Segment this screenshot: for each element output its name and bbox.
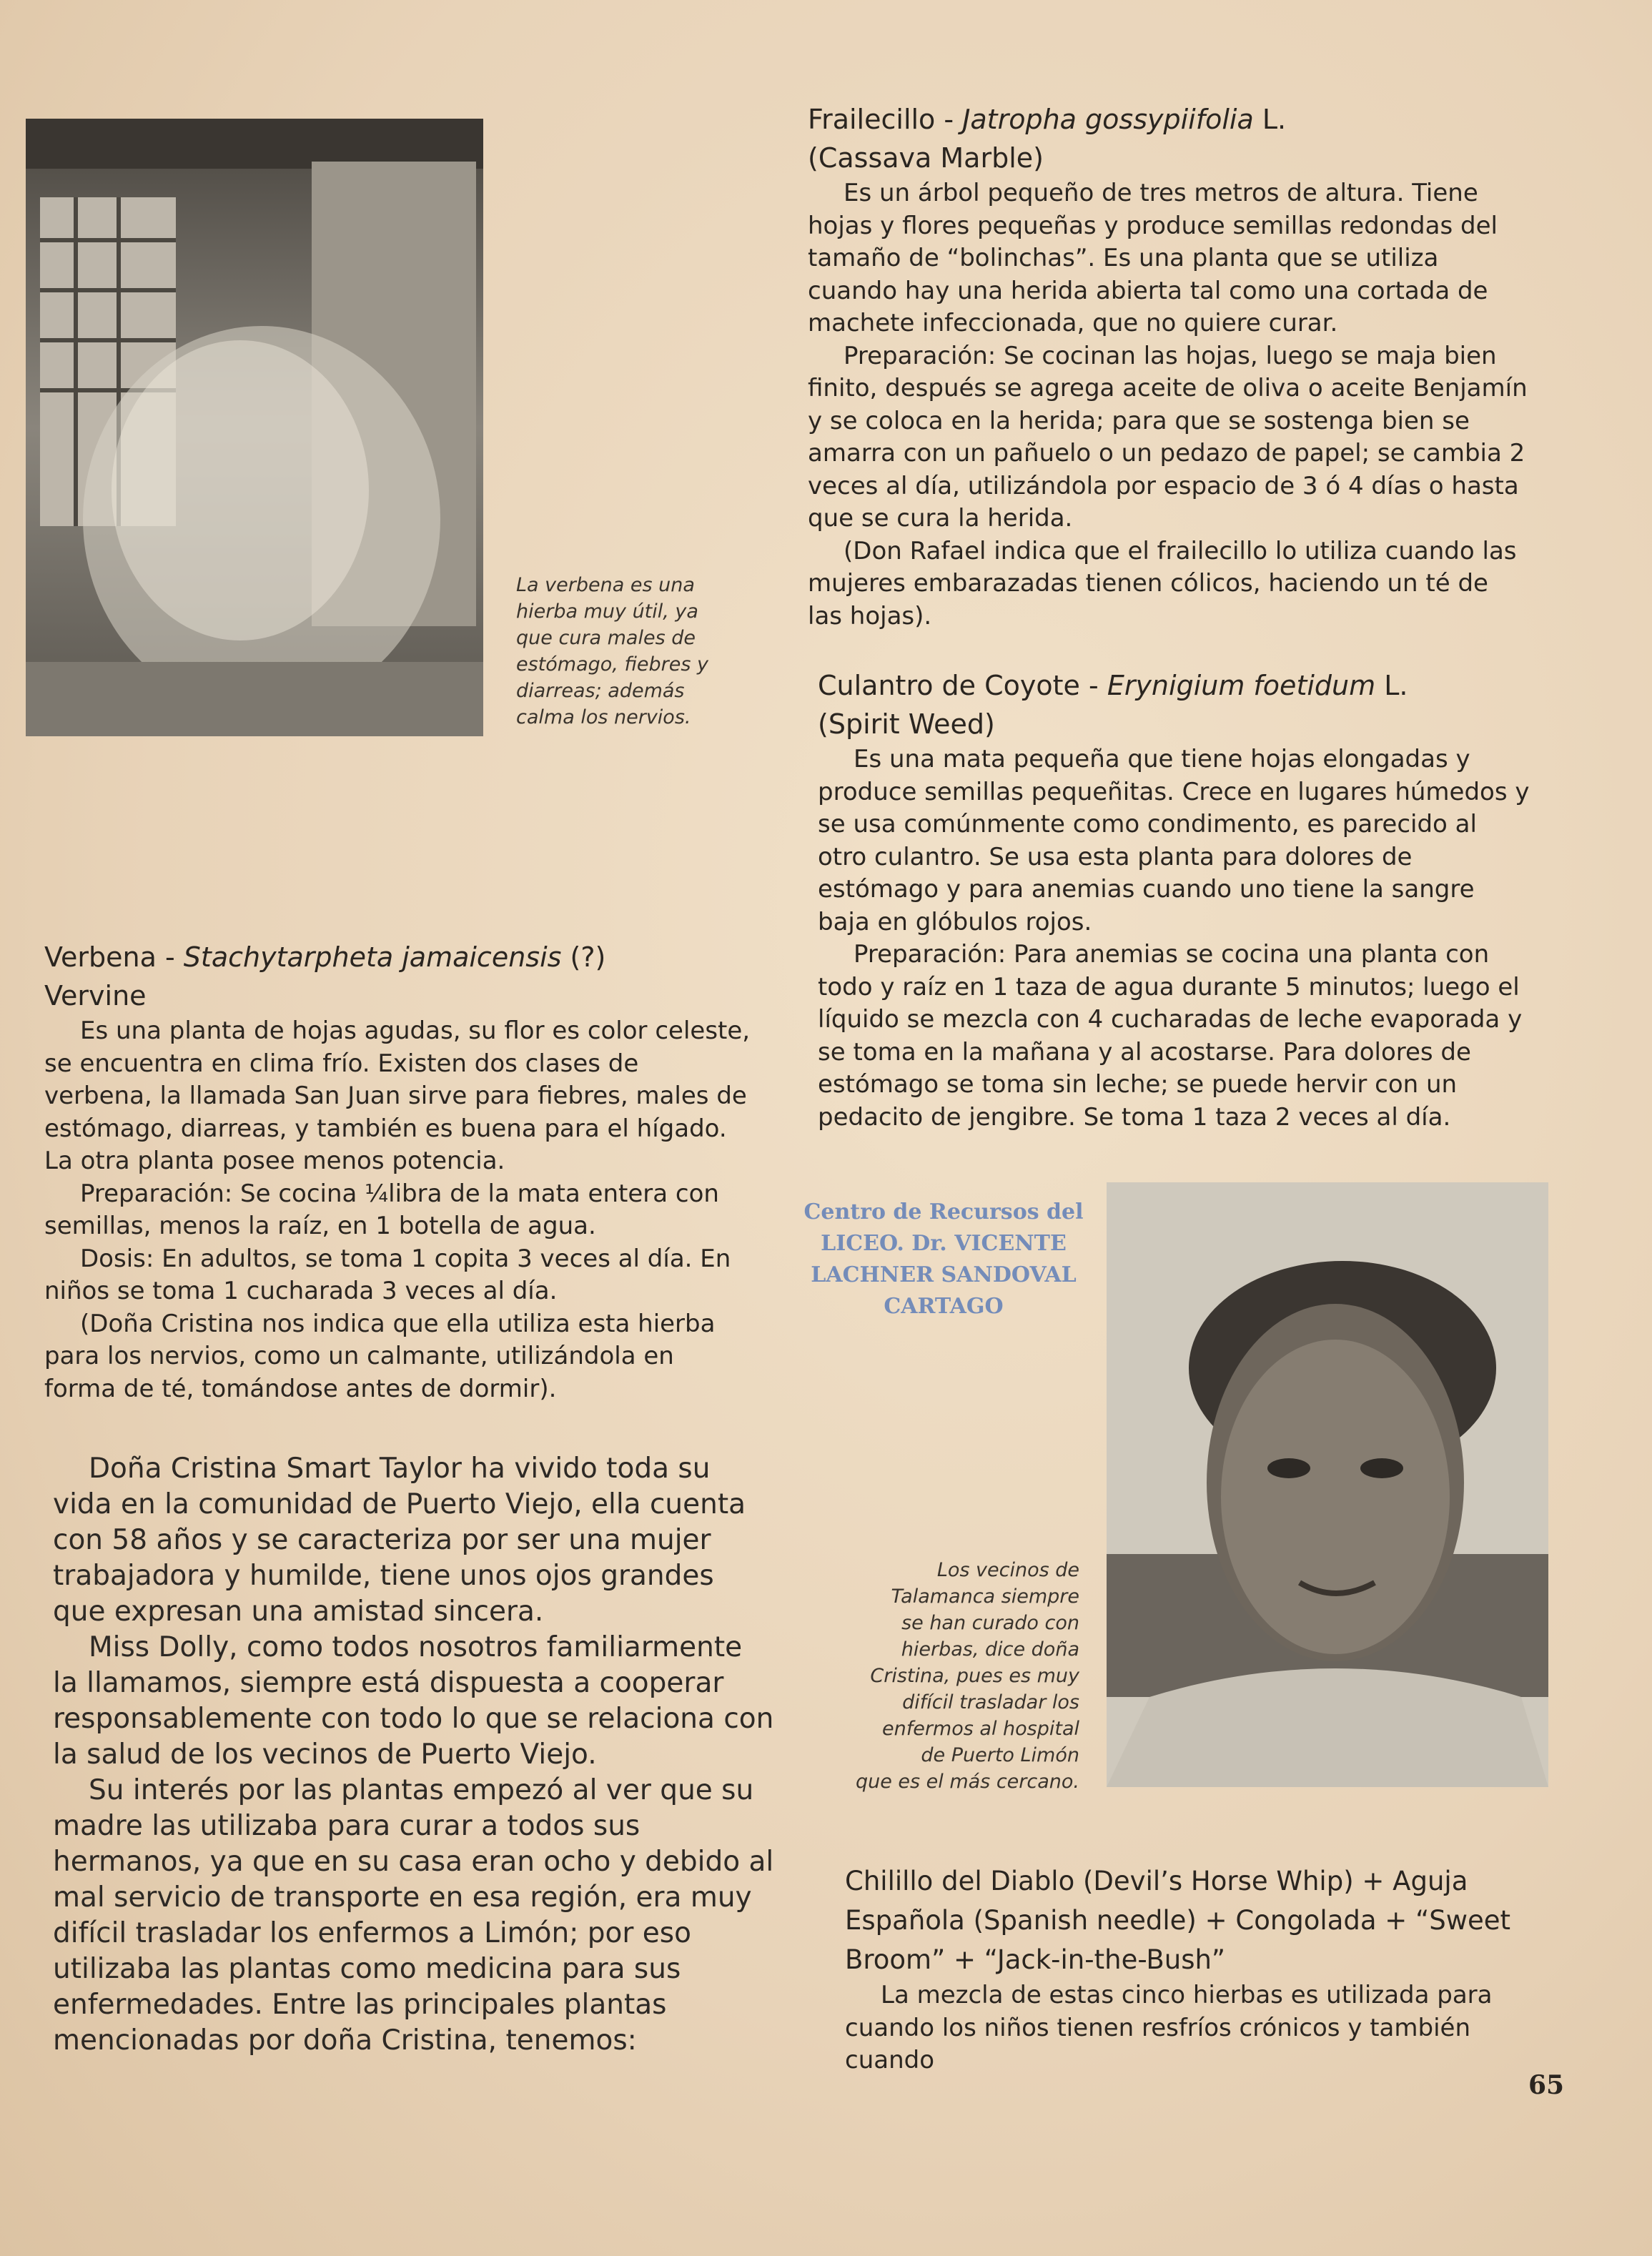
verbena-heading: [44, 938, 752, 976]
chilillo-description: La mezcla de estas cinco hierbas es utilizada para cuando los niños tienen resfríos crónicos y también cuando: [845, 1981, 1493, 2074]
verbena-common-name: Verbena -: [44, 941, 184, 973]
story-paragraph: Miss Dolly, como todos nosotros familiarmente la llamamos, siempre está dispuesta a cooperar responsablemente con todo lo que se relaciona con la salud de los vecinos de Puerto Viejo.: [53, 1631, 774, 1771]
verbena-preparation: Preparación: Se cocina ¼libra de la mata entera con semillas, menos la raíz, en 1 botella de agua.: [44, 1179, 719, 1240]
caption-line: estómago, fiebres y: [516, 653, 708, 676]
culantro-latin-name: Erynigium foetidum: [1107, 670, 1376, 701]
stamp-line: LACHNER SANDOVAL: [811, 1262, 1077, 1287]
cristina-story: [53, 1451, 775, 2059]
frailecillo-preparation: Preparación: Se cocinan las hojas, luego se maja bien finito, después se agrega aceite de oliva o aceite Benjamín y se coloca en la herida; para que se sostenga bien se amarra con un pañuelo o un pedazo de papel; se cambia 2 veces al día, utilizándola por espacio de 3 ó 4 días o hasta que se cura la herida.: [808, 341, 1528, 533]
chilillo-section: [845, 1861, 1553, 2077]
culantro-title-suffix: L.: [1375, 670, 1408, 701]
caption-line: Cristina, pues es muy: [870, 1665, 1079, 1687]
verbena-photo-image: [26, 119, 483, 736]
verbena-dosage: Dosis: En adultos, se toma 1 copita 3 veces al día. En niños se toma 1 cucharada 3 veces al día.: [44, 1244, 731, 1305]
culantro-english-name: (Spirit Weed): [818, 708, 995, 740]
frailecillo-common-name: Frailecillo -: [808, 104, 963, 135]
caption-line: Los vecinos de: [936, 1559, 1079, 1581]
caption-line: enfermos al hospital: [881, 1718, 1079, 1740]
verbena-photo-caption: [516, 572, 745, 731]
verbena-description: Es una planta de hojas agudas, su flor es color celeste, se encuentra en clima frío. Existen dos clases de verbena, la llamada San Juan sirve para fiebres, males de estómago, diarreas, y también es buena para el hígado. La otra planta posee menos potencia.: [44, 1016, 751, 1175]
cristina-portrait-image: [1107, 1182, 1548, 1787]
culantro-description: Es una mata pequeña que tiene hojas elongadas y produce semillas pequeñitas. Crece en lugares húmedos y se usa comúnmente como condimento, es parecido al otro culantro. Se usa esta planta para dolores de estómago y para anemias cuando uno tiene la sangre baja en glóbulos rojos.: [818, 745, 1530, 936]
stamp-line: CARTAGO: [884, 1294, 1004, 1319]
caption-line: calma los nervios.: [516, 706, 691, 728]
story-paragraph: Doña Cristina Smart Taylor ha vivido toda su vida en la comunidad de Puerto Viejo, ella cuenta con 58 años y se caracteriza por ser una mujer trabajadora y humilde, tiene unos ojos grandes que expresan una amistad sincera.: [53, 1453, 746, 1628]
verbena-note: (Doña Cristina nos indica que ella utiliza esta hierba para los nervios, como un calmante, utilizándola en forma de té, tomándose antes de dormir).: [44, 1309, 716, 1403]
verbena-photo: [26, 119, 483, 736]
frailecillo-note: (Don Rafael indica que el frailecillo lo utiliza cuando las mujeres embarazadas tienen cólicos, haciendo un té de las hojas).: [808, 536, 1517, 630]
verbena-section: [44, 938, 752, 1405]
frailecillo-english-name: (Cassava Marble): [808, 142, 1044, 174]
caption-line: de Puerto Limón: [921, 1744, 1079, 1766]
caption-line: difícil trasladar los: [902, 1691, 1079, 1713]
frailecillo-latin-name: Jatropha gossypiifolia: [962, 104, 1254, 135]
chilillo-heading: Chilillo del Diablo (Devil’s Horse Whip) + Aguja Española (Spanish needle) + Congolada + “Sweet Broom” + “Jack-in-the-Bush”: [845, 1866, 1511, 1975]
caption-line: Talamanca siempre: [891, 1585, 1079, 1608]
stamp-line: LICEO. Dr. VICENTE: [821, 1231, 1067, 1256]
caption-line: que es el más cercano.: [855, 1771, 1079, 1793]
story-paragraph: Su interés por las plantas empezó al ver que su madre las utilizaba para curar a todos sus hermanos, ya que en su casa eran ocho y debido al mal servicio de transporte en esa región, era muy difícil trasladar los enfermos a Limón; por eso utilizaba las plantas como medicina para sus enfermedades. Entre las principales plantas mencionadas por doña Cristina, tenemos:: [53, 1774, 774, 2057]
cristina-photo: [1107, 1182, 1548, 1787]
page-number: 65: [1528, 2070, 1565, 2100]
verbena-latin-name: Stachytarpheta jamaicensis: [183, 941, 562, 973]
verbena-title-suffix: (?): [561, 941, 606, 973]
culantro-common-name: Culantro de Coyote -: [818, 670, 1107, 701]
culantro-section: [818, 666, 1533, 1134]
caption-line: diarreas; además: [516, 680, 685, 702]
culantro-preparation: Preparación: Para anemias se cocina una planta con todo y raíz en 1 taza de agua durante 5 minutos; luego el líquido se mezcla con 4 cucharadas de leche evaporada y se toma en la mañana y al acostarse. Para dolores de estómago se toma sin leche; se puede hervir con un pedacito de jengibre. Se toma 1 taza 2 veces al día.: [818, 940, 1523, 1132]
library-stamp: [793, 1197, 1094, 1322]
caption-line: La verbena es una: [516, 574, 695, 596]
frailecillo-description: Es un árbol pequeño de tres metros de altura. Tiene hojas y flores pequeñas y produce semillas redondas del tamaño de “bolinchas”. Es una planta que se utiliza cuando hay una herida abierta tal como una cortada de machete infeccionada, que no quiere curar.: [808, 179, 1498, 337]
frailecillo-heading: [808, 100, 1530, 139]
caption-line: hierbas, dice doña: [901, 1638, 1079, 1661]
caption-line: que cura males de: [516, 627, 696, 649]
caption-line: hierba muy útil, ya: [516, 600, 698, 623]
frailecillo-title-suffix: L.: [1253, 104, 1287, 135]
caption-line: se han curado con: [901, 1612, 1079, 1634]
frailecillo-section: [808, 100, 1530, 633]
cristina-photo-caption: [808, 1557, 1079, 1795]
culantro-heading: [818, 666, 1533, 705]
verbena-english-name: Vervine: [44, 980, 147, 1011]
stamp-line: Centro de Recursos del: [803, 1199, 1084, 1225]
